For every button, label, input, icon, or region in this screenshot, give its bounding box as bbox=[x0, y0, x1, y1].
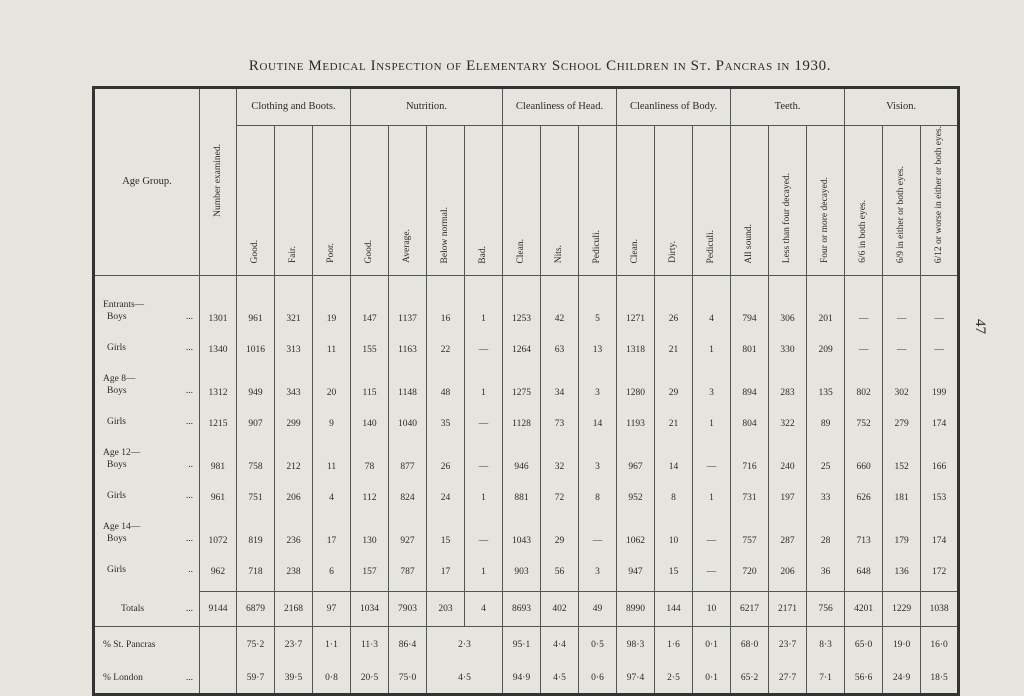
table-cell: 34 bbox=[541, 360, 579, 403]
total-cell: 6217 bbox=[731, 592, 769, 627]
table-cell: 6 bbox=[313, 551, 351, 582]
total-cell: 756 bbox=[807, 592, 845, 627]
table-cell: 3 bbox=[579, 360, 617, 403]
percent-cell: 97·4 bbox=[617, 663, 655, 695]
clothing-header: Clothing and Boots. bbox=[237, 88, 351, 126]
percent-cell: 75·2 bbox=[237, 627, 275, 664]
table-cell: — bbox=[465, 434, 503, 477]
table-cell: 660 bbox=[845, 434, 883, 477]
row-label bbox=[94, 477, 200, 508]
total-cell: 1034 bbox=[351, 592, 389, 627]
table-cell: 26 bbox=[655, 286, 693, 329]
table-cell: 240 bbox=[769, 434, 807, 477]
inspection-table bbox=[92, 86, 960, 696]
total-cell: 9144 bbox=[200, 592, 237, 627]
table-cell: — bbox=[883, 286, 921, 329]
percent-row bbox=[94, 627, 959, 664]
table-cell: 199 bbox=[921, 360, 959, 403]
total-cell: 2171 bbox=[769, 592, 807, 627]
table-cell: 5 bbox=[579, 286, 617, 329]
table-cell: 321 bbox=[275, 286, 313, 329]
row-label bbox=[94, 360, 200, 403]
percent-cell: 0·6 bbox=[579, 663, 617, 695]
table-cell: 787 bbox=[389, 551, 427, 582]
leader-dots: ... bbox=[185, 386, 193, 397]
age-group-label: Age 12— bbox=[103, 447, 141, 458]
table-cell: 29 bbox=[655, 360, 693, 403]
table-cell: 299 bbox=[275, 403, 313, 434]
table-cell: 89 bbox=[807, 403, 845, 434]
table-cell: 1062 bbox=[617, 508, 655, 551]
percent-cell: 95·1 bbox=[503, 627, 541, 664]
total-cell: 4201 bbox=[845, 592, 883, 627]
table-cell: 147 bbox=[351, 286, 389, 329]
table-cell: 135 bbox=[807, 360, 845, 403]
total-cell: 1038 bbox=[921, 592, 959, 627]
leader-dots: ... bbox=[185, 672, 193, 683]
subheader-cell: Dirty. bbox=[655, 126, 693, 276]
table-cell: 209 bbox=[807, 329, 845, 360]
subheader-cell: Poor. bbox=[313, 126, 351, 276]
table-cell: 713 bbox=[845, 508, 883, 551]
percent-cell: 8·3 bbox=[807, 627, 845, 664]
subheader-cell: Four or more decayed. bbox=[807, 126, 845, 276]
table-cell: 927 bbox=[389, 508, 427, 551]
table-row bbox=[94, 360, 959, 403]
total-cell: 203 bbox=[427, 592, 465, 627]
age-group-label: Age 8— bbox=[103, 373, 136, 384]
percent-cell: 56·6 bbox=[845, 663, 883, 695]
table-cell: — bbox=[921, 329, 959, 360]
percent-cell: 39·5 bbox=[275, 663, 313, 695]
age-group-label: Age 14— bbox=[103, 521, 141, 532]
table-cell: 1137 bbox=[389, 286, 427, 329]
table-cell: 1072 bbox=[200, 508, 237, 551]
table-cell: 1 bbox=[465, 286, 503, 329]
percent-cell: 59·7 bbox=[237, 663, 275, 695]
row-label-text: Boys bbox=[107, 386, 127, 397]
table-cell: 313 bbox=[275, 329, 313, 360]
table-cell: 35 bbox=[427, 403, 465, 434]
table-row bbox=[94, 329, 959, 360]
table-cell: — bbox=[921, 286, 959, 329]
percent-cell: 11·3 bbox=[351, 627, 389, 664]
table-cell: 1312 bbox=[200, 360, 237, 403]
table-cell: 1301 bbox=[200, 286, 237, 329]
table-cell: — bbox=[465, 508, 503, 551]
percent-cell: 16·0 bbox=[921, 627, 959, 664]
percent-cell: 27·7 bbox=[769, 663, 807, 695]
table-cell: 22 bbox=[427, 329, 465, 360]
table-cell: 15 bbox=[427, 508, 465, 551]
table-cell: 3 bbox=[579, 551, 617, 582]
table-cell: 981 bbox=[200, 434, 237, 477]
subheader-cell: All sound. bbox=[731, 126, 769, 276]
subheader-cell: Less than four decayed. bbox=[769, 126, 807, 276]
table-cell: 174 bbox=[921, 508, 959, 551]
table-cell: 11 bbox=[313, 434, 351, 477]
table-cell: 19 bbox=[313, 286, 351, 329]
table-cell: 877 bbox=[389, 434, 427, 477]
row-label bbox=[94, 286, 200, 329]
table-cell: 136 bbox=[883, 551, 921, 582]
percent-cell: 65·0 bbox=[845, 627, 883, 664]
table-cell: 1148 bbox=[389, 360, 427, 403]
table-cell: 36 bbox=[807, 551, 845, 582]
table-row bbox=[94, 286, 959, 329]
table-cell: 1 bbox=[465, 360, 503, 403]
percent-cell: 0·5 bbox=[579, 627, 617, 664]
table-cell: 1271 bbox=[617, 286, 655, 329]
percent-cell: 0·8 bbox=[313, 663, 351, 695]
table-cell: — bbox=[845, 329, 883, 360]
table-cell: — bbox=[579, 508, 617, 551]
table-cell: 112 bbox=[351, 477, 389, 508]
table-cell: 11 bbox=[313, 329, 351, 360]
table-cell: 15 bbox=[655, 551, 693, 582]
table-cell: 1 bbox=[465, 551, 503, 582]
table-row bbox=[94, 477, 959, 508]
percent-cell: 86·4 bbox=[389, 627, 427, 664]
table-cell: 24 bbox=[427, 477, 465, 508]
table-cell: 3 bbox=[693, 360, 731, 403]
table-cell: 648 bbox=[845, 551, 883, 582]
table-cell: 1215 bbox=[200, 403, 237, 434]
table-cell: 302 bbox=[883, 360, 921, 403]
table-cell: 731 bbox=[731, 477, 769, 508]
table-cell: 949 bbox=[237, 360, 275, 403]
table-cell: 283 bbox=[769, 360, 807, 403]
table-cell: 16 bbox=[427, 286, 465, 329]
table-cell: 238 bbox=[275, 551, 313, 582]
row-label-text: Totals bbox=[121, 603, 145, 614]
table-cell: 206 bbox=[769, 551, 807, 582]
table-cell: 1016 bbox=[237, 329, 275, 360]
totals-row bbox=[94, 592, 959, 627]
table-cell: 130 bbox=[351, 508, 389, 551]
percent-cell: 24·9 bbox=[883, 663, 921, 695]
table-cell: 1128 bbox=[503, 403, 541, 434]
table-cell: 14 bbox=[579, 403, 617, 434]
table-cell: 287 bbox=[769, 508, 807, 551]
table-cell: 9 bbox=[313, 403, 351, 434]
table-cell: 1040 bbox=[389, 403, 427, 434]
table-cell: 794 bbox=[731, 286, 769, 329]
table-cell: — bbox=[845, 286, 883, 329]
subheader-cell: Pediculi. bbox=[693, 126, 731, 276]
table-cell: 32 bbox=[541, 434, 579, 477]
row-label-text: Girls bbox=[107, 491, 126, 502]
leader-dots: ... bbox=[185, 343, 193, 354]
table-cell: 716 bbox=[731, 434, 769, 477]
table-cell: 29 bbox=[541, 508, 579, 551]
table-cell: 197 bbox=[769, 477, 807, 508]
percent-cell: 2·3 bbox=[427, 627, 503, 664]
total-cell: 10 bbox=[693, 592, 731, 627]
table-cell: 952 bbox=[617, 477, 655, 508]
table-cell: 13 bbox=[579, 329, 617, 360]
subheader-cell: 6/6 in both eyes. bbox=[845, 126, 883, 276]
percent-cell: 4·4 bbox=[541, 627, 579, 664]
percent-cell: 1·6 bbox=[655, 627, 693, 664]
percent-cell: 0·1 bbox=[693, 627, 731, 664]
subheader-cell: Good. bbox=[237, 126, 275, 276]
subheader-cell: Pediculi. bbox=[579, 126, 617, 276]
table-cell: 42 bbox=[541, 286, 579, 329]
row-label-text: Girls bbox=[107, 565, 126, 576]
table-cell: 804 bbox=[731, 403, 769, 434]
subheader-cell: Good. bbox=[351, 126, 389, 276]
subheader-cell: Average. bbox=[389, 126, 427, 276]
table-cell: 17 bbox=[427, 551, 465, 582]
percent-cell: 4·5 bbox=[427, 663, 503, 695]
percent-cell: 18·5 bbox=[921, 663, 959, 695]
total-cell: 144 bbox=[655, 592, 693, 627]
table-cell: 306 bbox=[769, 286, 807, 329]
table-cell: 881 bbox=[503, 477, 541, 508]
table-cell: 8 bbox=[579, 477, 617, 508]
table-cell: 212 bbox=[275, 434, 313, 477]
leader-dots: ... bbox=[185, 417, 193, 428]
table-cell: 17 bbox=[313, 508, 351, 551]
percent-cell: 65·2 bbox=[731, 663, 769, 695]
percent-cell: 7·1 bbox=[807, 663, 845, 695]
table-cell: 14 bbox=[655, 434, 693, 477]
percent-cell: 1·1 bbox=[313, 627, 351, 664]
table-cell: 21 bbox=[655, 329, 693, 360]
table-cell: 801 bbox=[731, 329, 769, 360]
percent-cell: 19·0 bbox=[883, 627, 921, 664]
row-label bbox=[94, 329, 200, 360]
total-cell: 8693 bbox=[503, 592, 541, 627]
page-title: Routine Medical Inspection of Elementary School Children in St. Pancras in 1930. bbox=[248, 58, 832, 74]
total-cell: 97 bbox=[313, 592, 351, 627]
table-cell: 947 bbox=[617, 551, 655, 582]
table-cell: 140 bbox=[351, 403, 389, 434]
table-cell: 4 bbox=[313, 477, 351, 508]
leader-dots: .. bbox=[188, 460, 193, 471]
table-cell: 1 bbox=[693, 329, 731, 360]
table-cell: 1280 bbox=[617, 360, 655, 403]
leader-dots: .. bbox=[188, 565, 193, 576]
table-cell: 1163 bbox=[389, 329, 427, 360]
row-label bbox=[94, 403, 200, 434]
table-cell: 907 bbox=[237, 403, 275, 434]
table-cell: 28 bbox=[807, 508, 845, 551]
table-cell: 322 bbox=[769, 403, 807, 434]
table-cell: 3 bbox=[579, 434, 617, 477]
subheader-cell: 6/9 in either or both eyes. bbox=[883, 126, 921, 276]
table-row bbox=[94, 551, 959, 582]
table-cell: 1275 bbox=[503, 360, 541, 403]
table-cell: 751 bbox=[237, 477, 275, 508]
row-label bbox=[94, 508, 200, 551]
row-label-text: % London bbox=[103, 672, 143, 683]
table-cell: — bbox=[465, 329, 503, 360]
table-cell: 115 bbox=[351, 360, 389, 403]
table-cell: 63 bbox=[541, 329, 579, 360]
subheader-cell: Fair. bbox=[275, 126, 313, 276]
total-cell: 7903 bbox=[389, 592, 427, 627]
subheader-cell: Bad. bbox=[465, 126, 503, 276]
table-cell: 757 bbox=[731, 508, 769, 551]
table-cell: 26 bbox=[427, 434, 465, 477]
table-cell: 330 bbox=[769, 329, 807, 360]
page-number: 47 bbox=[972, 319, 988, 334]
total-cell: 6879 bbox=[237, 592, 275, 627]
table-cell: 1253 bbox=[503, 286, 541, 329]
table-cell: 279 bbox=[883, 403, 921, 434]
table-row bbox=[94, 508, 959, 551]
table-cell: 802 bbox=[845, 360, 883, 403]
table-row bbox=[94, 403, 959, 434]
table-cell: 967 bbox=[617, 434, 655, 477]
table-cell: 758 bbox=[237, 434, 275, 477]
table-cell: 48 bbox=[427, 360, 465, 403]
percent-cell bbox=[200, 627, 237, 664]
table-cell: 1 bbox=[465, 477, 503, 508]
row-label bbox=[94, 551, 200, 582]
row-label bbox=[94, 434, 200, 477]
table-cell: 946 bbox=[503, 434, 541, 477]
table-cell: 1043 bbox=[503, 508, 541, 551]
leader-dots: ... bbox=[185, 491, 193, 502]
percent-cell: 75·0 bbox=[389, 663, 427, 695]
row-label-text: Girls bbox=[107, 417, 126, 428]
subheader-cell: 6/12 or worse in either or both eyes. bbox=[921, 126, 959, 276]
table-cell: — bbox=[465, 403, 503, 434]
percent-cell: 2·5 bbox=[655, 663, 693, 695]
row-label-text: % St. Pancras bbox=[103, 639, 156, 650]
row-label-text: Boys bbox=[107, 460, 127, 471]
table-cell: 174 bbox=[921, 403, 959, 434]
table-cell: 1264 bbox=[503, 329, 541, 360]
subheader-cell: Clean. bbox=[617, 126, 655, 276]
percent-cell: 4·5 bbox=[541, 663, 579, 695]
table-cell: 157 bbox=[351, 551, 389, 582]
row-label-text: Boys bbox=[107, 312, 127, 323]
table-cell: 21 bbox=[655, 403, 693, 434]
row-label bbox=[94, 663, 200, 695]
table-header bbox=[94, 88, 959, 276]
table-cell: — bbox=[693, 434, 731, 477]
table-cell: 155 bbox=[351, 329, 389, 360]
number-examined-header: Number examined. bbox=[200, 88, 237, 276]
table-cell: 10 bbox=[655, 508, 693, 551]
subheader-cell: Nits. bbox=[541, 126, 579, 276]
table-cell: 166 bbox=[921, 434, 959, 477]
percent-cell: 0·1 bbox=[693, 663, 731, 695]
row-label-text: Boys bbox=[107, 534, 127, 545]
total-cell: 1229 bbox=[883, 592, 921, 627]
percent-cell bbox=[200, 663, 237, 695]
table-row bbox=[94, 434, 959, 477]
table-cell: 1193 bbox=[617, 403, 655, 434]
percent-cell: 23·7 bbox=[275, 627, 313, 664]
table-cell: 153 bbox=[921, 477, 959, 508]
table-cell: 343 bbox=[275, 360, 313, 403]
table-cell: 4 bbox=[693, 286, 731, 329]
row-label bbox=[94, 627, 200, 664]
table-cell: 181 bbox=[883, 477, 921, 508]
table-cell: 752 bbox=[845, 403, 883, 434]
percent-cell: 23·7 bbox=[769, 627, 807, 664]
table-cell: 718 bbox=[237, 551, 275, 582]
age-group-header: Age Group. bbox=[94, 88, 200, 276]
table-cell: 33 bbox=[807, 477, 845, 508]
table-cell: 20 bbox=[313, 360, 351, 403]
percent-row bbox=[94, 663, 959, 695]
head-cleanliness-header: Cleanliness of Head. bbox=[503, 88, 617, 126]
percent-cell: 94·9 bbox=[503, 663, 541, 695]
table-body bbox=[94, 276, 959, 695]
total-cell: 8990 bbox=[617, 592, 655, 627]
table-cell: 720 bbox=[731, 551, 769, 582]
table-cell: 626 bbox=[845, 477, 883, 508]
teeth-header: Teeth. bbox=[731, 88, 845, 126]
total-cell: 402 bbox=[541, 592, 579, 627]
table-cell: 172 bbox=[921, 551, 959, 582]
total-cell: 2168 bbox=[275, 592, 313, 627]
table-cell: — bbox=[693, 551, 731, 582]
percent-cell: 68·0 bbox=[731, 627, 769, 664]
total-cell: 4 bbox=[465, 592, 503, 627]
row-label bbox=[94, 592, 200, 627]
table-cell: 903 bbox=[503, 551, 541, 582]
percent-cell: 20·5 bbox=[351, 663, 389, 695]
table-cell: 894 bbox=[731, 360, 769, 403]
leader-dots: ... bbox=[185, 603, 193, 614]
row-label-text: Girls bbox=[107, 343, 126, 354]
vision-header: Vision. bbox=[845, 88, 959, 126]
table-cell: 961 bbox=[237, 286, 275, 329]
body-cleanliness-header: Cleanliness of Body. bbox=[617, 88, 731, 126]
table-cell: 962 bbox=[200, 551, 237, 582]
table-cell: 73 bbox=[541, 403, 579, 434]
leader-dots: ... bbox=[185, 312, 193, 323]
table-cell: 179 bbox=[883, 508, 921, 551]
table-cell: — bbox=[883, 329, 921, 360]
table-cell: 961 bbox=[200, 477, 237, 508]
table-cell: 819 bbox=[237, 508, 275, 551]
table-cell: 1318 bbox=[617, 329, 655, 360]
table-cell: — bbox=[693, 508, 731, 551]
table-cell: 236 bbox=[275, 508, 313, 551]
subheader-cell: Below normal. bbox=[427, 126, 465, 276]
table-cell: 72 bbox=[541, 477, 579, 508]
table-cell: 25 bbox=[807, 434, 845, 477]
table-cell: 152 bbox=[883, 434, 921, 477]
table-cell: 1 bbox=[693, 403, 731, 434]
nutrition-header: Nutrition. bbox=[351, 88, 503, 126]
table-cell: 1 bbox=[693, 477, 731, 508]
percent-cell: 98·3 bbox=[617, 627, 655, 664]
total-cell: 49 bbox=[579, 592, 617, 627]
table-cell: 8 bbox=[655, 477, 693, 508]
age-group-label: Entrants— bbox=[103, 299, 145, 310]
table-cell: 1340 bbox=[200, 329, 237, 360]
table-cell: 78 bbox=[351, 434, 389, 477]
table-cell: 206 bbox=[275, 477, 313, 508]
subheader-cell: Clean. bbox=[503, 126, 541, 276]
table-cell: 201 bbox=[807, 286, 845, 329]
table-cell: 824 bbox=[389, 477, 427, 508]
leader-dots: ... bbox=[185, 534, 193, 545]
table-cell: 56 bbox=[541, 551, 579, 582]
